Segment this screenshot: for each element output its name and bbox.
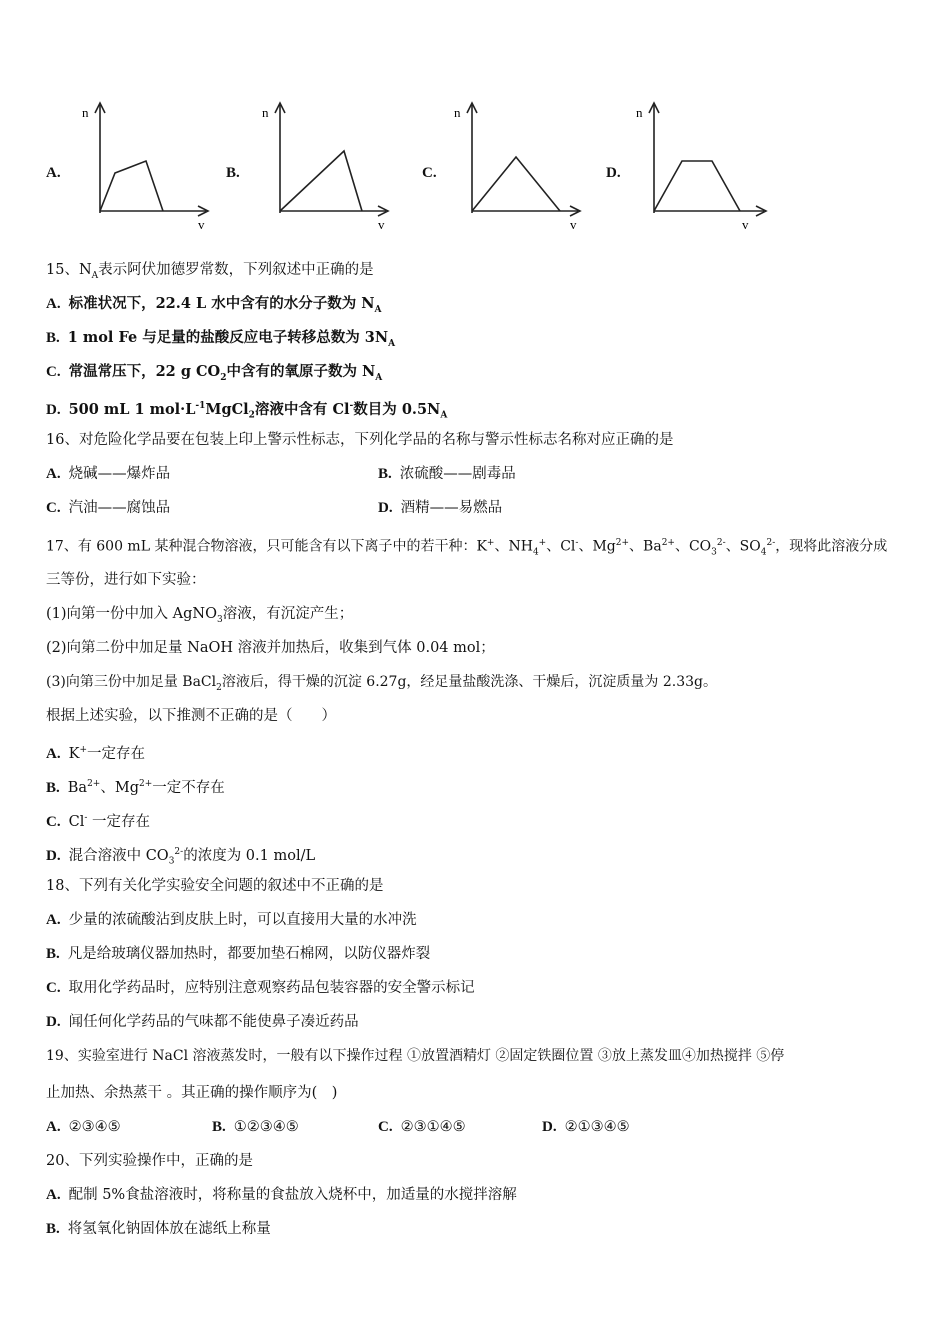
q18-option-d: D. 闻任何化学药品的气味都不能使鼻子凑近药品 <box>46 1014 359 1030</box>
q20-option-b: B. 将氢氧化钠固体放在滤纸上称量 <box>46 1221 271 1237</box>
q16-option-b: B. 浓硫酸——剧毒品 <box>378 466 516 482</box>
q19-option-b: B. ①②③④⑤ <box>212 1119 299 1135</box>
q20-option-a: A. 配制 5%食盐溶液时，将称量的食盐放入烧杯中，加适量的水搅拌溶解 <box>46 1187 517 1203</box>
graph-b-label: B. <box>226 165 240 181</box>
q17-stem-line1: 17、有 600 mL 某种混合物溶液，只可能含有以下离子中的若干种：K+、$NH_4^+$、Cl-、$Mg^{2+}$、$Ba^{2+}$、$CO_3^{2-}$、$SO_4^{2-}$，现将此溶液分成 <box>46 538 888 558</box>
graph-a-label: A. <box>46 165 61 181</box>
q17-option-d: D. 混合溶液中 $CO_3^{2-}$的浓度为 0.1 mol/L <box>46 847 316 867</box>
q15-stem: 15、$N_A$表示阿伏加德罗常数，下列叙述中正确的是 <box>46 262 374 281</box>
graph-a-axis-n: n <box>82 105 89 120</box>
graph-c-curve <box>472 157 560 211</box>
graph-b-curve <box>280 151 362 211</box>
graph-c-label: C. <box>422 165 437 181</box>
q17-step-1: (1)向第一份中加入 AgNO$_3$溶液，有沉淀产生； <box>46 606 354 625</box>
q17-stem-line2: 三等份，进行如下实验： <box>46 572 206 588</box>
q15-option-b: B. 1 mol Fe 与足量的盐酸反应电子转移总数为 $3N_A$ <box>46 329 396 349</box>
q18-option-a: A. 少量的浓硫酸沾到皮肤上时，可以直接用大量的水冲洗 <box>46 912 417 928</box>
q17-step-2: (2)向第二份中加足量 NaOH 溶液并加热后，收集到气体 0.04 mol； <box>46 640 495 656</box>
graph-b-axis-n: n <box>262 105 269 120</box>
q19-option-c: C. ②③①④⑤ <box>378 1119 466 1135</box>
graph-c-axis-v: v <box>570 217 577 232</box>
q18-stem: 18、下列有关化学实验安全问题的叙述中不正确的是 <box>46 878 384 894</box>
q16-option-d: D. 酒精——易燃品 <box>378 500 503 516</box>
graph-a-curve <box>100 161 163 211</box>
q17-option-b: B. $Ba^{2+}$、$Mg^{2+}$一定不存在 <box>46 779 225 796</box>
q15-option-d: D. 500 mL 1 $mol\cdot L^{-1}MgCl_2$溶液中含有 Cl-数目为 $0.5N_A$ <box>46 400 448 421</box>
q17-ask: 根据上述实验，以下推测不正确的是（ ） <box>46 708 336 724</box>
q17-step-3: (3)向第三份中加足量 BaCl$_2$溶液后，得干燥的沉淀 6.27g，经足量盐酸洗涤、干燥后，沉淀质量为 2.33g。 <box>46 674 718 693</box>
graph-d-axis-v: v <box>742 217 749 232</box>
graph-c-axis-n: n <box>454 105 461 120</box>
q16-option-c: C. 汽油——腐蚀品 <box>46 500 171 516</box>
graph-d <box>632 95 772 235</box>
graph-d-curve <box>654 161 740 211</box>
q19-option-d: D. ②①③④⑤ <box>542 1119 630 1135</box>
graph-b <box>258 95 393 235</box>
q16-option-a: A. 烧碱——爆炸品 <box>46 466 171 482</box>
graph-d-axis-n: n <box>636 105 643 120</box>
graph-b-axis-v: v <box>378 217 385 232</box>
q18-option-b: B. 凡是给玻璃仪器加热时，都要加垫石棉网，以防仪器炸裂 <box>46 946 431 962</box>
graph-a <box>78 95 213 235</box>
q16-stem: 16、对危险化学品要在包装上印上警示性标志，下列化学品的名称与警示性标志名称对应正确的是 <box>46 432 674 448</box>
q19-stem-line1: 19、实验室进行 NaCl 溶液蒸发时，一般有以下操作过程 ①放置酒精灯 ②固定铁圈位置 ③放上蒸发皿④加热搅拌 ⑤停 <box>46 1048 785 1064</box>
graph-d-label: D. <box>606 165 621 181</box>
q20-stem: 20、下列实验操作中，正确的是 <box>46 1153 253 1169</box>
q19-option-a: A. ②③④⑤ <box>46 1119 121 1135</box>
graph-options <box>0 95 950 235</box>
q17-option-a: A. K+一定存在 <box>46 745 145 762</box>
graph-c <box>450 95 585 235</box>
q19-stem-line2: 止加热、余热蒸干 。其正确的操作顺序为( ) <box>46 1085 338 1101</box>
q17-option-c: C. Cl- 一定存在 <box>46 813 150 830</box>
q18-option-c: C. 取用化学药品时，应特别注意观察药品包装容器的安全警示标记 <box>46 980 475 996</box>
q15-option-c: C. 常温常压下，22 g $CO_2$中含有的氧原子数为 $N_A$ <box>46 363 383 383</box>
graph-a-axis-v: v <box>198 217 205 232</box>
q15-option-a: A. 标准状况下，22.4 L 水中含有的水分子数为 $N_A$ <box>46 295 382 315</box>
